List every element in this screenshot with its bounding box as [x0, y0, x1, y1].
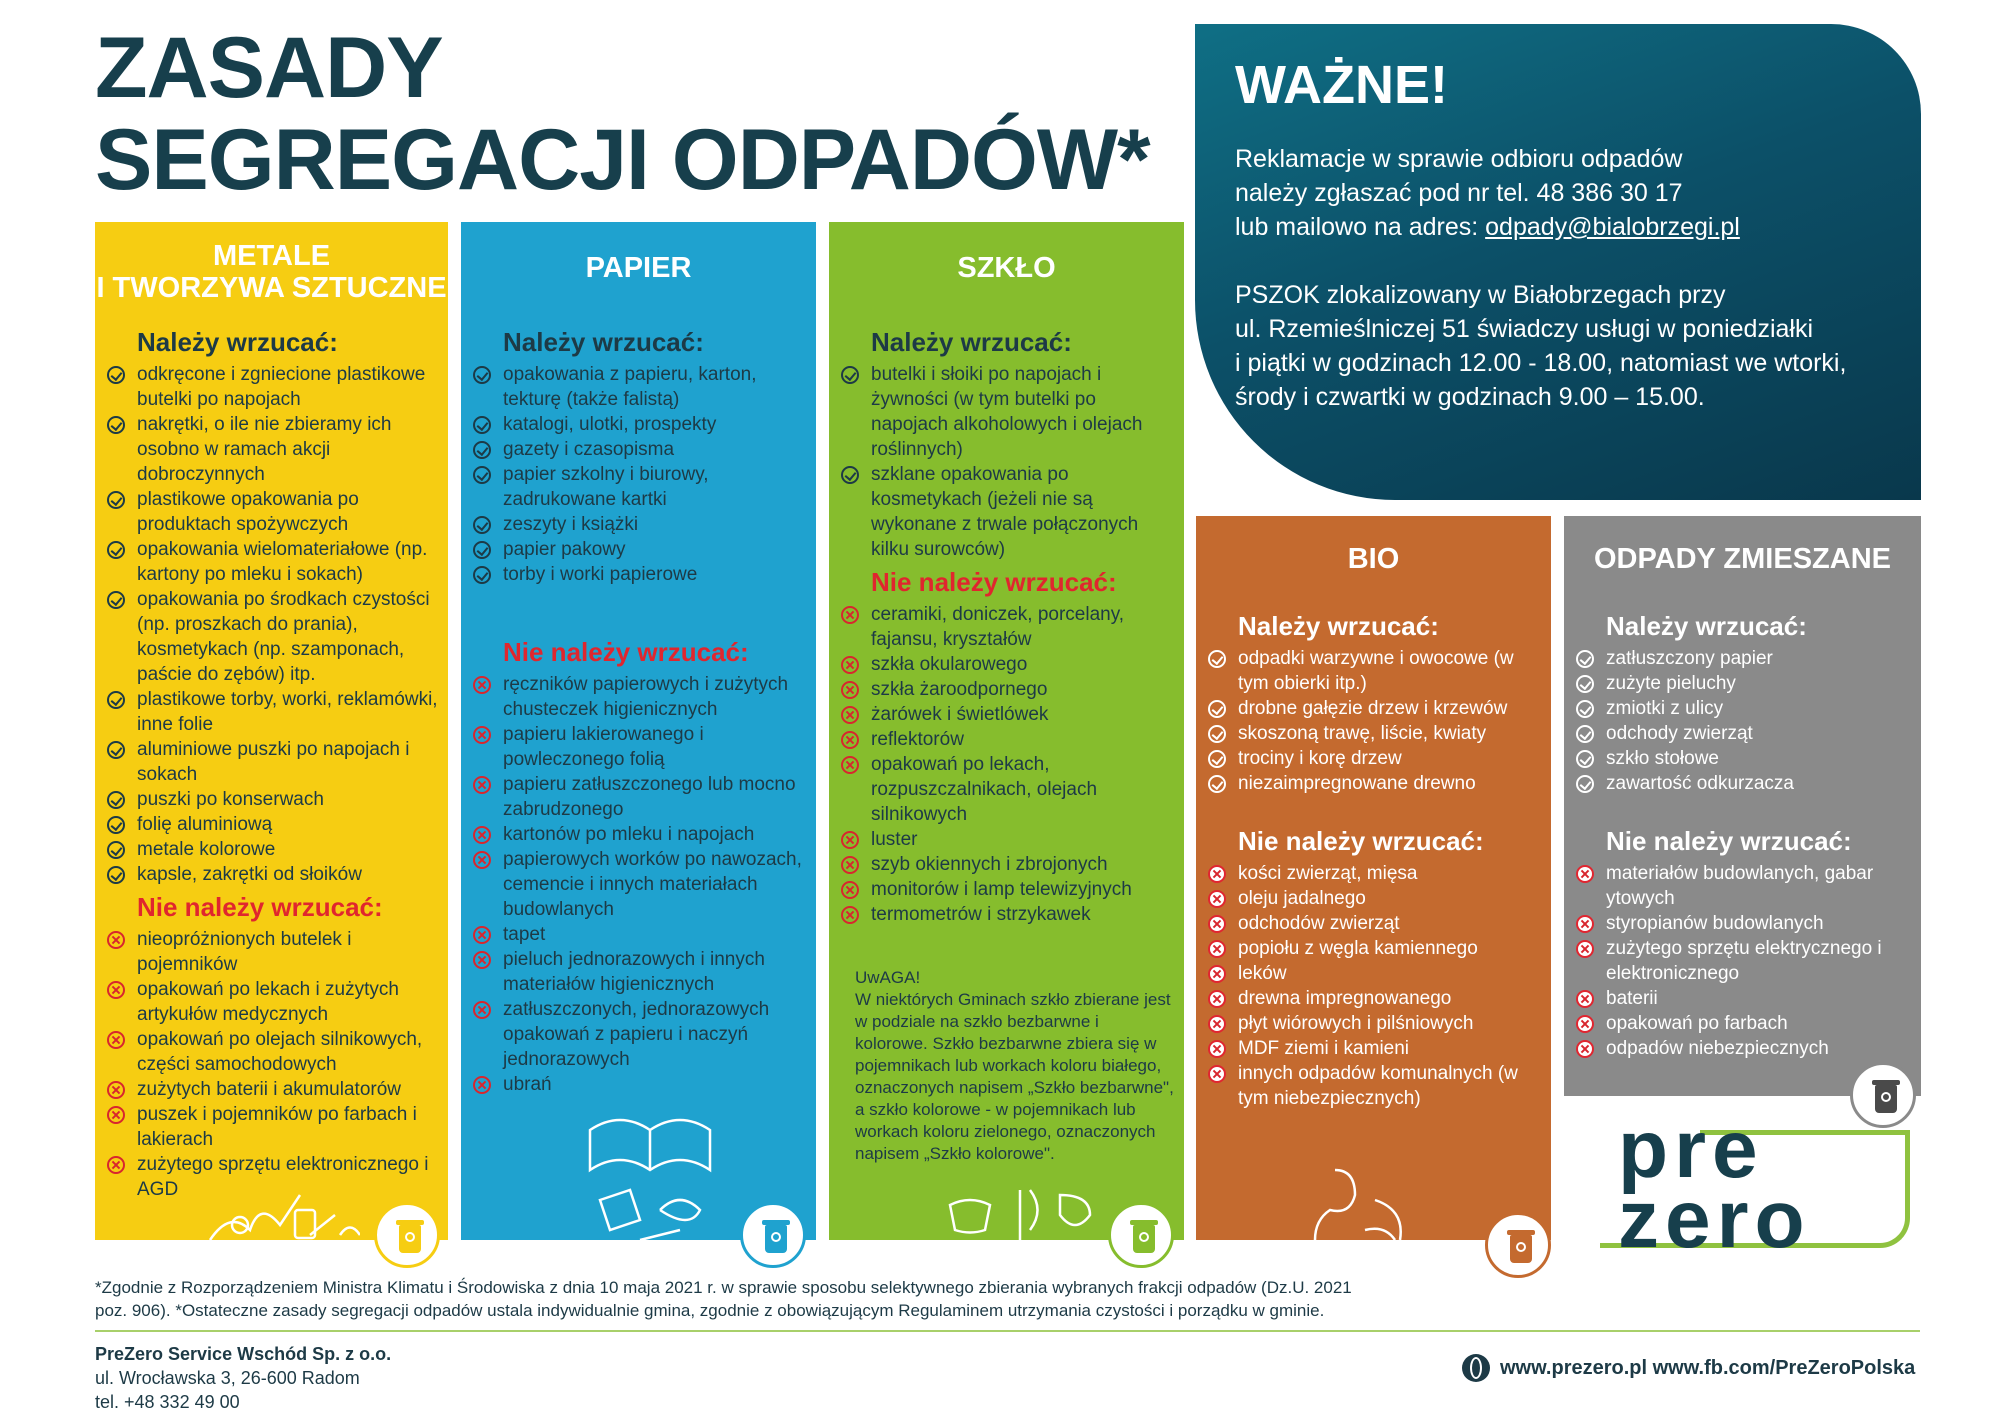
list-item: papierowych worków po nawozach, cemencie i innych materiałach budowlanych	[461, 847, 808, 922]
list-item: papier szkolny i biurowy, zadrukowane kartki	[461, 462, 808, 512]
cross-icon	[1208, 915, 1226, 933]
bin-icon	[374, 1202, 440, 1268]
forbidden-list	[461, 672, 808, 1097]
list-item: żarówek i świetlówek	[829, 702, 1176, 727]
forbidden-list	[95, 927, 440, 1202]
cross-icon	[473, 776, 491, 794]
cross-icon	[107, 1106, 125, 1124]
allowed-heading: Należy wrzucać:	[1238, 611, 1439, 641]
list-item: opakowań po lekach, rozpuszczalnikach, olejach silnikowych	[829, 752, 1176, 827]
bio-illustration	[1305, 1160, 1425, 1250]
allowed-heading: Należy wrzucać:	[871, 327, 1072, 357]
allowed-section	[1564, 611, 1913, 796]
cross-icon	[1208, 965, 1226, 983]
forbidden-list	[829, 602, 1176, 927]
check-icon	[1576, 725, 1594, 743]
cross-icon	[1208, 1040, 1226, 1058]
check-icon	[107, 866, 125, 884]
allowed-list	[1196, 646, 1543, 796]
list-item: pieluch jednorazowych i innych materiałów higienicznych	[461, 947, 808, 997]
globe-icon	[1462, 1354, 1490, 1382]
list-item: katalogi, ulotki, prospekty	[461, 412, 808, 437]
list-item: zatłuszczonych, jednorazowych opakowań z papieru i naczyń jednorazowych	[461, 997, 808, 1072]
list-item: zmiotki z ulicy	[1564, 696, 1913, 721]
list-item: papier pakowy	[461, 537, 808, 562]
column-mixed	[1564, 516, 1921, 1096]
check-icon	[107, 841, 125, 859]
allowed-list	[1564, 646, 1913, 796]
list-item: zużytego sprzętu elektrycznego i elektronicznego	[1564, 936, 1913, 986]
list-item: odpadki warzywne i owocowe (w tym obierki itp.)	[1196, 646, 1543, 696]
check-icon	[107, 491, 125, 509]
check-icon	[1576, 775, 1594, 793]
list-item: styropianów budowlanych	[1564, 911, 1913, 936]
list-item: folię aluminiową	[95, 812, 440, 837]
list-item: szkła okularowego	[829, 652, 1176, 677]
glass-note	[855, 967, 1175, 1165]
forbidden-list	[1564, 861, 1913, 1061]
list-item: odkręcone i zgniecione plastikowe butelki po napojach	[95, 362, 440, 412]
cross-icon	[107, 1156, 125, 1174]
forbidden-section	[461, 637, 808, 1097]
email-link[interactable]: odpady@bialobrzegi.pl	[1485, 213, 1740, 241]
column-title: BIO	[1347, 543, 1400, 575]
forbidden-section	[95, 892, 440, 1202]
allowed-list	[95, 362, 440, 887]
list-item: opakowania po środkach czystości (np. proszkach do prania), kosmetykach (np. szamponach, paście do zębów) itp.	[95, 587, 440, 687]
list-item: monitorów i lamp telewizyjnych	[829, 877, 1176, 902]
cross-icon	[1576, 940, 1594, 958]
complaint-line-3: lub mailowo na adres: odpady@bialobrzegi.pl	[1235, 213, 1740, 241]
cross-icon	[473, 726, 491, 744]
list-item: odchody zwierząt	[1564, 721, 1913, 746]
check-icon	[1576, 700, 1594, 718]
cross-icon	[1576, 865, 1594, 883]
cross-icon	[841, 681, 859, 699]
list-item: popiołu z węgla kamiennego	[1196, 936, 1543, 961]
bin-icon	[1108, 1202, 1174, 1268]
complaint-line-1: Reklamacje w sprawie odbioru odpadów	[1235, 145, 1683, 173]
list-item: aluminiowe puszki po napojach i sokach	[95, 737, 440, 787]
list-item: kapsle, zakrętki od słoików	[95, 862, 440, 887]
check-icon	[1208, 650, 1226, 668]
forbidden-heading: Nie należy wrzucać:	[1606, 826, 1852, 856]
check-icon	[473, 441, 491, 459]
company-name: PreZero Service Wschód Sp. z o.o.	[95, 1344, 392, 1364]
allowed-heading: Należy wrzucać:	[1606, 611, 1807, 641]
cross-icon	[1208, 865, 1226, 883]
allowed-list	[829, 362, 1176, 562]
company-info	[95, 1342, 391, 1414]
column-title: SZKŁO	[957, 252, 1056, 284]
list-item: szkło stołowe	[1564, 746, 1913, 771]
glass-illustration	[940, 1175, 1110, 1245]
allowed-section	[829, 327, 1176, 562]
cross-icon	[841, 606, 859, 624]
check-icon	[473, 541, 491, 559]
list-item: drewna impregnowanego	[1196, 986, 1543, 1011]
check-icon	[1576, 675, 1594, 693]
allowed-section	[1196, 611, 1543, 796]
column-title: ODPADY ZMIESZANE	[1593, 543, 1891, 575]
forbidden-section	[1196, 826, 1543, 1111]
list-item: reflektorów	[829, 727, 1176, 752]
list-item: kości zwierząt, mięsa	[1196, 861, 1543, 886]
pszok-line-4: środy i czwartki w godzinach 9.00 – 15.00.	[1235, 383, 1705, 411]
list-item: zużytego sprzętu elektronicznego i AGD	[95, 1152, 440, 1202]
list-item: opakowania z papieru, karton, tekturę (także falistą)	[461, 362, 808, 412]
list-item: szklane opakowania po kosmetykach (jeżeli nie są wykonane z trwale połączonych kilku surowców)	[829, 462, 1176, 562]
check-icon	[107, 366, 125, 384]
list-item: szyb okiennych i zbrojonych	[829, 852, 1176, 877]
list-item: papieru zatłuszczonego lub mocno zabrudzonego	[461, 772, 808, 822]
check-icon	[1208, 700, 1226, 718]
check-icon	[107, 416, 125, 434]
list-item: niezaimpregnowane drewno	[1196, 771, 1543, 796]
check-icon	[107, 591, 125, 609]
company-phone: tel. +48 332 49 00	[95, 1392, 240, 1412]
cross-icon	[841, 656, 859, 674]
list-item: gazety i czasopisma	[461, 437, 808, 462]
check-icon	[107, 816, 125, 834]
cross-icon	[841, 881, 859, 899]
column-title: METALE I TWORZYWA SZTUCZNE	[96, 240, 447, 304]
forbidden-heading: Nie należy wrzucać:	[137, 892, 383, 922]
pszok-line-2: ul. Rzemieślniczej 51 świadczy usługi w poniedziałki	[1235, 315, 1814, 343]
check-icon	[841, 466, 859, 484]
forbidden-section	[1564, 826, 1913, 1061]
cross-icon	[473, 826, 491, 844]
website-links[interactable]: www.prezero.pl www.fb.com/PreZeroPolska	[1500, 1356, 1916, 1379]
footer-links[interactable]	[1462, 1354, 1915, 1382]
check-icon	[1576, 650, 1594, 668]
list-item: leków	[1196, 961, 1543, 986]
list-item: kartonów po mleku i napojach	[461, 822, 808, 847]
check-icon	[1576, 750, 1594, 768]
column-paper	[461, 222, 816, 1240]
cross-icon	[1208, 990, 1226, 1008]
list-item: puszki po konserwach	[95, 787, 440, 812]
cross-icon	[841, 731, 859, 749]
cross-icon	[841, 831, 859, 849]
check-icon	[473, 516, 491, 534]
cross-icon	[473, 926, 491, 944]
check-icon	[107, 541, 125, 559]
list-item: innych odpadów komunalnych (w tym niebezpiecznych)	[1196, 1061, 1543, 1111]
list-item: szkła żaroodpornego	[829, 677, 1176, 702]
forbidden-section	[829, 567, 1176, 927]
list-item: drobne gałęzie drzew i krzewów	[1196, 696, 1543, 721]
check-icon	[841, 366, 859, 384]
list-item: plastikowe torby, worki, reklamówki, inne folie	[95, 687, 440, 737]
pszok-line-3: i piątki w godzinach 12.00 - 18.00, natomiast we wtorki,	[1235, 349, 1847, 377]
list-item: odchodów zwierząt	[1196, 911, 1543, 936]
check-icon	[473, 566, 491, 584]
check-icon	[473, 416, 491, 434]
cross-icon	[107, 931, 125, 949]
list-item: papieru lakierowanego i powleczonego folią	[461, 722, 808, 772]
check-icon	[107, 741, 125, 759]
list-item: baterii	[1564, 986, 1913, 1011]
list-item: opakowań po lekach i zużytych artykułów medycznych	[95, 977, 440, 1027]
list-item: puszek i pojemników po farbach i lakierach	[95, 1102, 440, 1152]
pszok-line-1: PSZOK zlokalizowany w Białobrzegach przy	[1235, 281, 1726, 309]
list-item: nieopróżnionych butelek i pojemników	[95, 927, 440, 977]
cross-icon	[1208, 1065, 1226, 1083]
column-metals-plastics	[95, 222, 448, 1240]
important-heading: WAŻNE!	[1235, 55, 1448, 115]
list-item: ceramiki, doniczek, porcelany, fajansu, kryształów	[829, 602, 1176, 652]
complaint-line-2: należy zgłaszać pod nr tel. 48 386 30 17	[1235, 179, 1683, 207]
list-item: butelki i słoiki po napojach i żywności (w tym butelki po napojach alkoholowych i olejach roślinnych)	[829, 362, 1176, 462]
list-item: termometrów i strzykawek	[829, 902, 1176, 927]
cross-icon	[473, 1076, 491, 1094]
list-item: opakowania wielomateriałowe (np. kartony po mleku i sokach)	[95, 537, 440, 587]
list-item: ubrań	[461, 1072, 808, 1097]
list-item: zużytych baterii i akumulatorów	[95, 1077, 440, 1102]
cross-icon	[1576, 915, 1594, 933]
forbidden-heading: Nie należy wrzucać:	[1238, 826, 1484, 856]
cross-icon	[1208, 1015, 1226, 1033]
column-bio	[1196, 516, 1551, 1240]
allowed-section	[95, 327, 440, 887]
cross-icon	[841, 856, 859, 874]
important-info-box	[1195, 24, 1921, 500]
list-item: materiałów budowlanych, gabar ytowych	[1564, 861, 1913, 911]
footer-divider	[95, 1330, 1920, 1332]
cross-icon	[1576, 1015, 1594, 1033]
cross-icon	[107, 1031, 125, 1049]
list-item: zatłuszczony papier	[1564, 646, 1913, 671]
cross-icon	[841, 756, 859, 774]
cross-icon	[473, 676, 491, 694]
list-item: torby i worki papierowe	[461, 562, 808, 587]
list-item: trociny i korę drzew	[1196, 746, 1543, 771]
list-item: ręczników papierowych i zużytych chusteczek higienicznych	[461, 672, 808, 722]
check-icon	[1208, 725, 1226, 743]
check-icon	[1208, 775, 1226, 793]
list-item: MDF ziemi i kamieni	[1196, 1036, 1543, 1061]
list-item: płyt wiórowych i pilśniowych	[1196, 1011, 1543, 1036]
allowed-list	[461, 362, 808, 587]
list-item: odpadów niebezpiecznych	[1564, 1036, 1913, 1061]
check-icon	[107, 791, 125, 809]
cross-icon	[841, 706, 859, 724]
check-icon	[473, 466, 491, 484]
cross-icon	[1576, 1040, 1594, 1058]
list-item: oleju jadalnego	[1196, 886, 1543, 911]
glass-note-text: W niektórych Gminach szkło zbierane jest w podziale na szkło bezbarwne i kolorowe. Szkło bezbarwne zbiera się w pojemnikach lub workach koloru białego, oznaczonych napisem „Szkło bezbarwne", a szkło kolorowe - w pojemnikach lub workach koloru zielonego, oznaczonych napisem „Szkło kolorowe".	[855, 990, 1174, 1163]
cross-icon	[473, 951, 491, 969]
check-icon	[1208, 750, 1226, 768]
forbidden-list	[1196, 861, 1543, 1111]
column-title: PAPIER	[585, 252, 692, 284]
cross-icon	[1576, 990, 1594, 1008]
forbidden-heading: Nie należy wrzucać:	[871, 567, 1117, 597]
list-item: metale kolorowe	[95, 837, 440, 862]
list-item: zawartość odkurzacza	[1564, 771, 1913, 796]
check-icon	[473, 366, 491, 384]
list-item: tapet	[461, 922, 808, 947]
bin-icon	[1485, 1212, 1551, 1278]
cross-icon	[473, 851, 491, 869]
list-item: luster	[829, 827, 1176, 852]
prezero-logo: pre zero	[1618, 1104, 1811, 1265]
list-item: opakowań po olejach silnikowych, części samochodowych	[95, 1027, 440, 1077]
paper-illustration	[580, 1090, 730, 1250]
footnote: *Zgodnie z Rozporządzeniem Ministra Klimatu i Środowiska z dnia 10 maja 2021 r. w sprawie sposobu selektywnego zbierania wybranych frakcji odpadów (Dz.U. 2021 poz. 906). *Ostateczne zasady segregacji odpadów ustala indywidualnie gmina, zgodnie z obowiązującym Regulaminem utrzymania czystości i porządku w gminie.	[95, 1278, 1352, 1320]
list-item: zeszyty i książki	[461, 512, 808, 537]
check-icon	[107, 691, 125, 709]
glass-note-heading: UwAGA!	[855, 968, 921, 987]
bin-icon	[1850, 1062, 1916, 1128]
cross-icon	[1208, 890, 1226, 908]
company-address: ul. Wrocławska 3, 26-600 Radom	[95, 1368, 360, 1388]
allowed-heading: Należy wrzucać:	[503, 327, 704, 357]
allowed-section	[461, 327, 808, 587]
cross-icon	[473, 1001, 491, 1019]
bin-icon	[740, 1202, 806, 1268]
list-item: plastikowe opakowania po produktach spożywczych	[95, 487, 440, 537]
cross-icon	[841, 906, 859, 924]
page-title: ZASADY SEGREGACJI ODPADÓW*	[95, 20, 1150, 208]
plastic-illustration	[200, 1180, 360, 1250]
forbidden-heading: Nie należy wrzucać:	[503, 637, 749, 667]
cross-icon	[1208, 940, 1226, 958]
list-item: opakowań po farbach	[1564, 1011, 1913, 1036]
cross-icon	[107, 981, 125, 999]
list-item: skoszoną trawę, liście, kwiaty	[1196, 721, 1543, 746]
cross-icon	[107, 1081, 125, 1099]
list-item: nakrętki, o ile nie zbieramy ich osobno w ramach akcji dobroczynnych	[95, 412, 440, 487]
allowed-heading: Należy wrzucać:	[137, 327, 338, 357]
list-item: zużyte pieluchy	[1564, 671, 1913, 696]
